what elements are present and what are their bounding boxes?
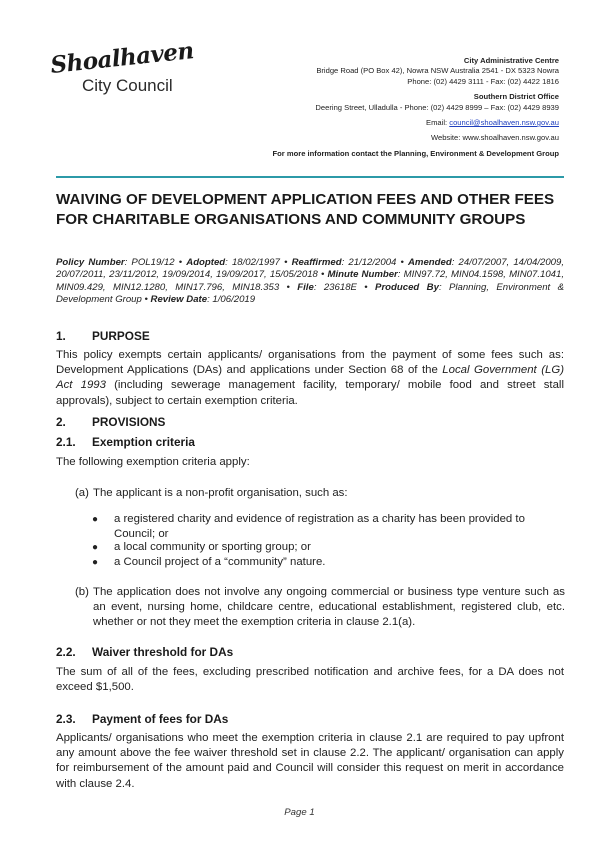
meta-review: : 1/06/2019 <box>207 294 256 306</box>
bullet-icon: ● <box>92 542 99 553</box>
item-a-text: The applicant is a non-profit organisation, such as: <box>93 487 348 499</box>
page-number: Page 1 <box>284 807 315 818</box>
section-2-heading <box>56 415 165 429</box>
bullet-icon: ● <box>92 514 99 525</box>
section-2-2-title: Waiver threshold for DAs <box>92 645 234 659</box>
logo-wordmark: Shoalhaven <box>49 37 195 79</box>
meta-minute-label: Minute Number <box>327 269 398 281</box>
centre-phone: Phone: (02) 4429 3111 - Fax: (02) 4422 1816 <box>407 76 559 86</box>
meta-file-label: File <box>297 281 314 293</box>
section-2-1-number: 2.1. <box>56 435 76 449</box>
section-1-number: 1. <box>56 329 66 343</box>
meta-reaffirmed-label: Reaffirmed <box>291 257 342 268</box>
bullet-text: a registered charity and evidence of registration as a charity has been provided to Council; or <box>114 513 525 541</box>
website-line: Website: www.shoalhaven.nsw.gov.au <box>430 133 559 143</box>
section-2-3-title: Payment of fees for DAs <box>92 712 229 726</box>
section-1-paragraph <box>56 348 564 409</box>
meta-file: : 23618E • <box>313 281 376 293</box>
item-b-label: (b) <box>75 586 89 598</box>
logo-subtitle: City Council <box>82 76 173 95</box>
exemption-intro: The following exemption criteria apply: <box>56 456 250 468</box>
meta-reaffirmed: : 21/12/2004 • <box>341 257 408 268</box>
policy-meta <box>56 257 564 307</box>
meta-produced-label: Produced By <box>375 281 439 293</box>
purpose-text-a: This policy exempts certain applicants/ organisations from the payment of some fees such as: Development Applications (DAs) and applications under Section 68 of the <box>56 349 564 377</box>
bullet-item <box>92 540 564 555</box>
meta-policy-label: Policy Number <box>56 257 125 268</box>
section-1-heading <box>56 329 150 343</box>
section-2-3-number: 2.3. <box>56 712 76 726</box>
criteria-item-a <box>75 486 565 501</box>
centre-title: City Administrative Centre <box>463 56 559 65</box>
section-1-title: PURPOSE <box>92 329 150 343</box>
contact-block <box>219 56 559 159</box>
bullet-text: a Council project of a “community” nature. <box>114 556 326 568</box>
meta-review-label: Review Date <box>150 294 208 306</box>
email-label: Email: <box>426 118 448 128</box>
section-2-1-title: Exemption criteria <box>92 435 195 449</box>
criteria-item-b <box>75 585 565 631</box>
bullet-text: a local community or sporting group; or <box>114 541 311 553</box>
item-a-label: (a) <box>75 487 89 499</box>
section-2-2-heading <box>56 645 233 659</box>
centre-address: Bridge Road (PO Box 42), Nowra NSW Australia 2541 - DX 5323 Nowra <box>316 66 559 76</box>
bullet-item <box>92 512 564 542</box>
waiver-threshold-text: The sum of all of the fees, excluding prescribed notification and archive fees, for a DA does not exceed $1,500. <box>56 666 564 694</box>
section-2-2-number: 2.2. <box>56 645 76 659</box>
bullet-item <box>92 555 564 570</box>
section-2-3-heading <box>56 712 228 726</box>
item-b-text: The application does not involve any ongoing commercial or business type venture such as an event, nursing home, childcare centre, educational establishment, registered club, etc. whether or not they meet the exemption criteria in clause 2.1(a). <box>93 586 565 629</box>
meta-amended-label: Amended <box>408 257 452 268</box>
council-logo <box>49 37 202 102</box>
meta-adopted: : 18/02/1997 • <box>225 257 292 268</box>
more-info: For more information contact the Planning, Environment & Development Group <box>272 148 559 158</box>
meta-policy: : POL19/12 • <box>124 257 187 268</box>
section-2-title: PROVISIONS <box>92 415 166 429</box>
email-line <box>219 118 559 128</box>
meta-minute: : MIN97.72, MIN04.1598, MIN07.1041, MIN09.429, MIN12.1280, MIN17.796, MIN18.353 • <box>56 269 564 293</box>
bullet-icon: ● <box>92 557 99 568</box>
meta-amended: : 24/07/2007, 14/04/2009, 20/07/2011, 23/11/2012, 19/09/2014, 19/09/2017, 15/05/2018 • <box>56 257 565 281</box>
header-divider <box>56 176 564 178</box>
email-link[interactable]: council@shoalhaven.nsw.gov.au <box>449 118 559 128</box>
purpose-text-b: (including sewerage management facility, temporary/ mobile food and street stall approvals), subject to certain exemption criteria. <box>56 379 564 407</box>
payment-fees-text: Applicants/ organisations who meet the exemption criteria in clause 2.1 are required to pay upfront any amount above the fee waiver threshold set in clause 2.2. The applicant/ organisation can apply for reimbursement of the amount paid and Council will consider this request on merit in accordance with clause 2.4. <box>56 732 564 790</box>
southern-address: Deering Street, Ulladulla - Phone: (02) 4429 8999 – Fax: (02) 4429 8939 <box>315 102 559 112</box>
meta-adopted-label: Adopted <box>186 257 226 268</box>
meta-produced: : Planning, Environment & Development Group • <box>56 281 564 306</box>
southern-title: Southern District Office <box>473 92 559 102</box>
document-title: WAIVING OF DEVELOPMENT APPLICATION FEES AND OTHER FEES FOR CHARITABLE ORGANISATIONS AND COMMUNITY GROUPS <box>56 191 555 228</box>
purpose-act-name: Local Government (LG) Act 1993 <box>56 364 564 392</box>
section-2-1-heading <box>56 435 195 449</box>
section-2-number: 2. <box>56 415 66 429</box>
